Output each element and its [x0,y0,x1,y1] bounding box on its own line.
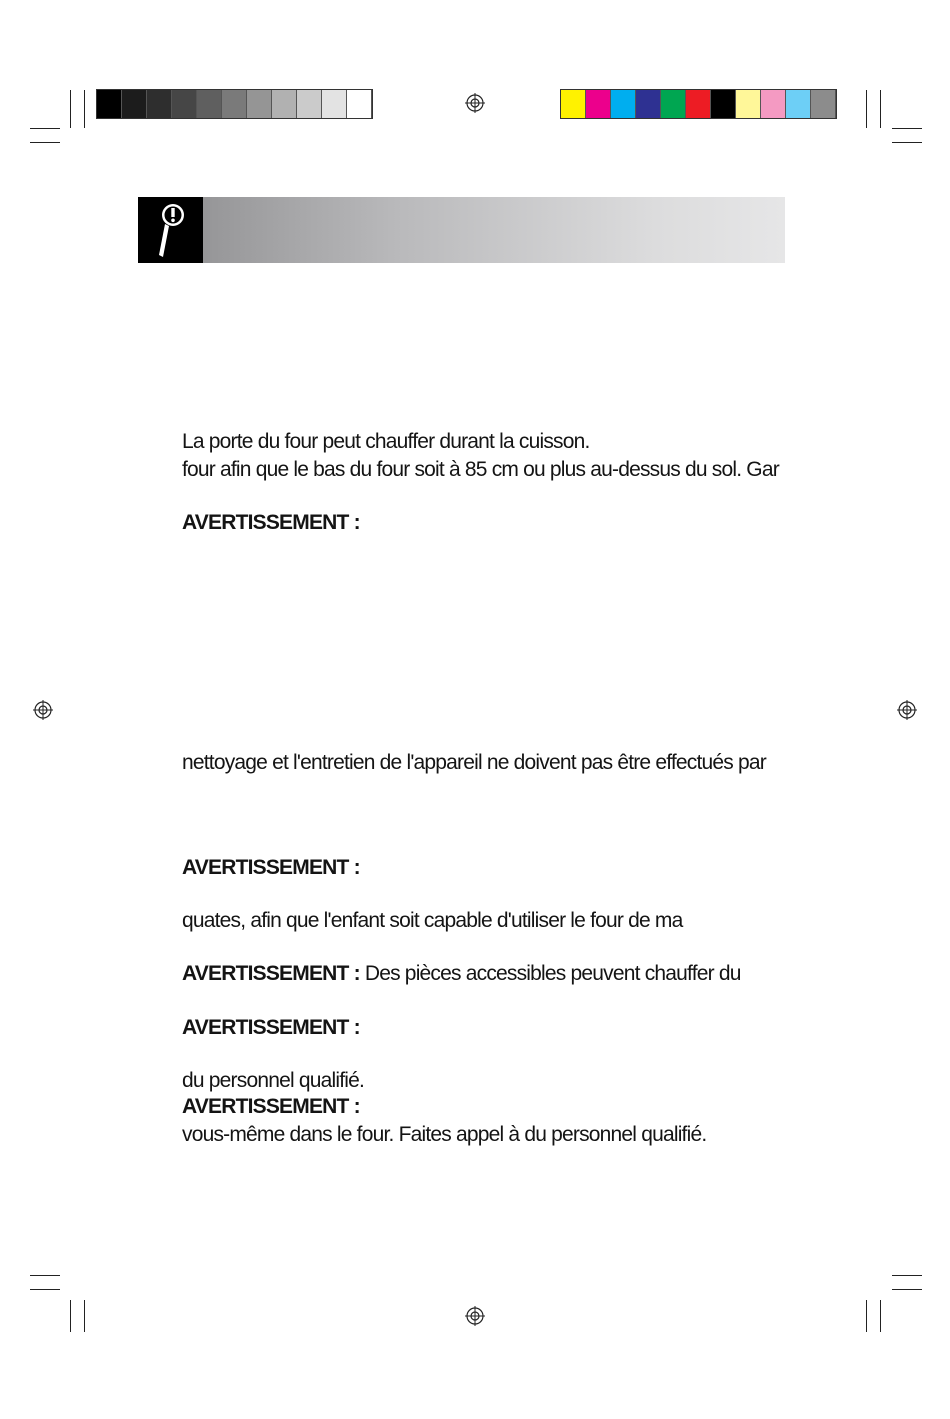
grey-swatch [322,90,347,118]
grey-swatch [247,90,272,118]
registration-mark-icon [465,1306,485,1326]
warning-label: AVERTISSEMENT : [182,962,360,985]
grey-swatch [147,90,172,118]
color-swatch [561,90,586,118]
grey-swatch [97,90,122,118]
color-swatch [711,90,736,118]
grey-swatch [272,90,297,118]
grey-swatch [197,90,222,118]
body-text-line: four afin que le bas du four soit à 85 cm ou plus au-dessus du sol. Gar [182,458,779,481]
warning-line [182,962,741,986]
body-text-line: nettoyage et l'entretien de l'appareil ne doivent pas être effectués par [182,751,766,774]
color-swatch [686,90,711,118]
grey-calibration-bar [96,89,373,119]
color-swatch [761,90,786,118]
color-swatch [611,90,636,118]
color-swatch [586,90,611,118]
color-swatch [736,90,761,118]
color-calibration-bar [560,89,837,119]
grey-swatch [347,90,372,118]
registration-mark-icon [33,700,53,720]
body-text-line: quates, afin que l'enfant soit capable d'utiliser le four de ma [182,909,683,932]
grey-swatch [172,90,197,118]
grey-swatch [297,90,322,118]
warning-heading: AVERTISSEMENT : [182,1095,360,1118]
warning-heading: AVERTISSEMENT : [182,856,360,879]
registration-mark-icon [897,700,917,720]
color-swatch [661,90,686,118]
color-swatch [786,90,811,118]
registration-mark-icon [465,93,485,113]
section-header-band [138,197,785,263]
warning-heading: AVERTISSEMENT : [182,511,360,534]
warning-text: Des pièces accessibles peuvent chauffer du [359,962,741,985]
color-swatch [636,90,661,118]
body-text-line: vous-même dans le four. Faites appel à du personnel qualifié. [182,1123,707,1146]
body-text-line: La porte du four peut chauffer durant la cuisson. [182,430,590,453]
color-swatch [811,90,836,118]
warning-heading: AVERTISSEMENT : [182,1016,360,1039]
grey-swatch [222,90,247,118]
body-text-line: du personnel qualifié. [182,1069,365,1092]
grey-swatch [122,90,147,118]
magnifier-exclamation-icon [138,197,203,263]
